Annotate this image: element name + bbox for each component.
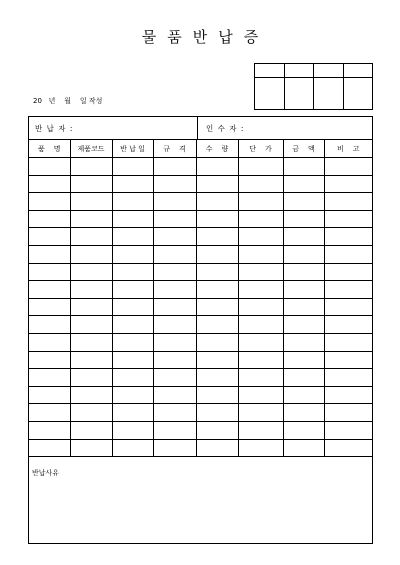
- column-header: 비 고: [324, 140, 372, 158]
- table-cell[interactable]: [324, 298, 372, 316]
- table-cell[interactable]: [153, 228, 196, 246]
- table-row: [29, 316, 372, 334]
- table-cell[interactable]: [238, 333, 283, 351]
- table-cell[interactable]: [153, 369, 196, 387]
- table-cell[interactable]: [29, 404, 70, 422]
- table-cell[interactable]: [238, 281, 283, 299]
- table-cell[interactable]: [29, 193, 70, 211]
- table-cell[interactable]: [112, 228, 153, 246]
- table-cell[interactable]: [283, 281, 324, 299]
- table-cell[interactable]: [196, 175, 238, 193]
- table-cell[interactable]: [196, 245, 238, 263]
- table-row: [29, 158, 372, 176]
- returner-cell[interactable]: [29, 117, 198, 139]
- table-cell[interactable]: [283, 193, 324, 211]
- table-row: [29, 351, 372, 369]
- table-cell[interactable]: [196, 298, 238, 316]
- column-header: 단 가: [238, 140, 283, 158]
- table-cell[interactable]: [324, 210, 372, 228]
- table-cell[interactable]: [70, 281, 112, 299]
- table-cell[interactable]: [283, 263, 324, 281]
- table-cell[interactable]: [70, 351, 112, 369]
- returner-label: 반 납 자 :: [35, 124, 74, 133]
- table-cell[interactable]: [283, 439, 324, 457]
- table-cell[interactable]: [153, 245, 196, 263]
- table-cell[interactable]: [196, 281, 238, 299]
- table-cell[interactable]: [112, 369, 153, 387]
- table-cell[interactable]: [196, 263, 238, 281]
- table-cell[interactable]: [112, 439, 153, 457]
- table-cell[interactable]: [29, 210, 70, 228]
- table-row: [29, 421, 372, 439]
- table-cell[interactable]: [153, 298, 196, 316]
- table-row: [29, 228, 372, 246]
- approval-header-cell: [343, 64, 373, 78]
- column-header: 반 납 일: [112, 140, 153, 158]
- table-cell[interactable]: [324, 421, 372, 439]
- table-cell[interactable]: [153, 210, 196, 228]
- table-cell[interactable]: [153, 316, 196, 334]
- items-body: [29, 158, 372, 457]
- table-cell[interactable]: [29, 316, 70, 334]
- column-header: 규 격: [153, 140, 196, 158]
- table-cell[interactable]: [196, 351, 238, 369]
- table-cell[interactable]: [70, 210, 112, 228]
- table-cell[interactable]: [324, 281, 372, 299]
- table-cell[interactable]: [70, 421, 112, 439]
- table-cell[interactable]: [283, 316, 324, 334]
- table-cell[interactable]: [324, 158, 372, 176]
- table-cell[interactable]: [283, 228, 324, 246]
- table-cell[interactable]: [29, 175, 70, 193]
- table-cell[interactable]: [29, 245, 70, 263]
- table-row: [29, 210, 372, 228]
- table-cell[interactable]: [238, 245, 283, 263]
- table-cell[interactable]: [324, 245, 372, 263]
- table-cell[interactable]: [238, 298, 283, 316]
- table-cell[interactable]: [29, 351, 70, 369]
- table-row: [29, 333, 372, 351]
- table-row: [29, 175, 372, 193]
- table-cell[interactable]: [196, 421, 238, 439]
- table-row: [29, 193, 372, 211]
- table-cell[interactable]: [112, 281, 153, 299]
- table-cell[interactable]: [70, 175, 112, 193]
- table-cell[interactable]: [196, 193, 238, 211]
- table-cell[interactable]: [153, 175, 196, 193]
- table-cell[interactable]: [238, 316, 283, 334]
- document-title: 물품반납증: [141, 28, 270, 46]
- approval-sign-cell[interactable]: [284, 78, 314, 110]
- table-row: [29, 263, 372, 281]
- table-cell[interactable]: [238, 158, 283, 176]
- table-cell[interactable]: [29, 263, 70, 281]
- table-cell[interactable]: [238, 193, 283, 211]
- table-cell[interactable]: [324, 263, 372, 281]
- table-cell[interactable]: [283, 369, 324, 387]
- table-cell[interactable]: [238, 228, 283, 246]
- table-cell[interactable]: [324, 404, 372, 422]
- table-cell[interactable]: [29, 439, 70, 457]
- table-cell[interactable]: [112, 193, 153, 211]
- reason-label: 반납사유: [32, 469, 60, 477]
- column-header: 수 량: [196, 140, 238, 158]
- table-cell[interactable]: [283, 158, 324, 176]
- table-cell[interactable]: [70, 404, 112, 422]
- table-cell[interactable]: [238, 369, 283, 387]
- table-cell[interactable]: [112, 158, 153, 176]
- table-cell[interactable]: [238, 439, 283, 457]
- table-cell[interactable]: [196, 158, 238, 176]
- table-cell[interactable]: [196, 369, 238, 387]
- table-cell[interactable]: [29, 421, 70, 439]
- table-cell[interactable]: [112, 404, 153, 422]
- column-header: 금 액: [283, 140, 324, 158]
- table-cell[interactable]: [112, 175, 153, 193]
- table-cell[interactable]: [112, 210, 153, 228]
- column-header: 품 명: [29, 140, 70, 158]
- table-cell[interactable]: [283, 245, 324, 263]
- table-cell[interactable]: [283, 298, 324, 316]
- table-row: [29, 439, 372, 457]
- items-table: [29, 140, 372, 457]
- table-cell[interactable]: [153, 439, 196, 457]
- table-cell[interactable]: [70, 158, 112, 176]
- date-line[interactable]: 20 년 월 일 작성: [33, 97, 103, 105]
- table-cell[interactable]: [238, 210, 283, 228]
- approval-sign-cell[interactable]: [314, 78, 344, 110]
- table-row: [29, 369, 372, 387]
- table-cell[interactable]: [112, 298, 153, 316]
- table-cell[interactable]: [112, 386, 153, 404]
- table-cell[interactable]: [283, 404, 324, 422]
- table-cell[interactable]: [324, 351, 372, 369]
- table-cell[interactable]: [70, 439, 112, 457]
- table-cell[interactable]: [324, 193, 372, 211]
- table-cell[interactable]: [112, 333, 153, 351]
- return-form: [28, 116, 373, 544]
- table-cell[interactable]: [112, 316, 153, 334]
- table-cell[interactable]: [112, 351, 153, 369]
- table-cell[interactable]: [238, 421, 283, 439]
- table-cell[interactable]: [283, 333, 324, 351]
- approval-box: [254, 63, 373, 110]
- table-cell[interactable]: [70, 386, 112, 404]
- table-cell[interactable]: [70, 316, 112, 334]
- table-cell[interactable]: [70, 193, 112, 211]
- table-row: [29, 281, 372, 299]
- table-cell[interactable]: [29, 158, 70, 176]
- table-cell[interactable]: [324, 333, 372, 351]
- table-cell[interactable]: [70, 228, 112, 246]
- table-cell[interactable]: [196, 316, 238, 334]
- approval-header-cell: [255, 64, 285, 78]
- table-cell[interactable]: [196, 333, 238, 351]
- table-cell[interactable]: [70, 298, 112, 316]
- table-cell[interactable]: [70, 333, 112, 351]
- approval-sign-cell[interactable]: [255, 78, 285, 110]
- table-cell[interactable]: [70, 369, 112, 387]
- table-cell[interactable]: [283, 175, 324, 193]
- table-row: [29, 386, 372, 404]
- table-cell[interactable]: [153, 351, 196, 369]
- table-cell[interactable]: [238, 175, 283, 193]
- column-header: 제품코드: [70, 140, 112, 158]
- table-row: [29, 404, 372, 422]
- approval-sign-cell[interactable]: [343, 78, 373, 110]
- table-cell[interactable]: [153, 158, 196, 176]
- table-cell[interactable]: [324, 369, 372, 387]
- table-cell[interactable]: [153, 421, 196, 439]
- table-cell[interactable]: [70, 263, 112, 281]
- table-cell[interactable]: [196, 228, 238, 246]
- table-cell[interactable]: [283, 210, 324, 228]
- table-cell[interactable]: [238, 386, 283, 404]
- approval-header-cell: [284, 64, 314, 78]
- table-cell[interactable]: [238, 404, 283, 422]
- items-header-row: [29, 140, 372, 158]
- table-cell[interactable]: [153, 281, 196, 299]
- table-cell[interactable]: [112, 421, 153, 439]
- table-cell[interactable]: [29, 298, 70, 316]
- table-cell[interactable]: [29, 333, 70, 351]
- table-cell[interactable]: [238, 263, 283, 281]
- table-cell[interactable]: [324, 175, 372, 193]
- table-cell[interactable]: [112, 263, 153, 281]
- table-cell[interactable]: [29, 281, 70, 299]
- table-cell[interactable]: [29, 369, 70, 387]
- table-cell[interactable]: [324, 439, 372, 457]
- table-cell[interactable]: [153, 333, 196, 351]
- table-cell[interactable]: [153, 386, 196, 404]
- receiver-label: 인 수 자 :: [206, 124, 245, 133]
- party-row: [29, 117, 372, 140]
- table-row: [29, 298, 372, 316]
- table-cell[interactable]: [283, 351, 324, 369]
- table-cell[interactable]: [324, 386, 372, 404]
- table-cell[interactable]: [196, 404, 238, 422]
- table-cell[interactable]: [324, 316, 372, 334]
- table-cell[interactable]: [153, 263, 196, 281]
- table-cell[interactable]: [196, 439, 238, 457]
- table-row: [29, 245, 372, 263]
- table-cell[interactable]: [153, 404, 196, 422]
- table-cell[interactable]: [324, 228, 372, 246]
- table-cell[interactable]: [196, 210, 238, 228]
- table-cell[interactable]: [238, 351, 283, 369]
- approval-header-cell: [314, 64, 344, 78]
- table-cell[interactable]: [283, 386, 324, 404]
- table-cell[interactable]: [112, 245, 153, 263]
- table-cell[interactable]: [29, 228, 70, 246]
- table-cell[interactable]: [153, 193, 196, 211]
- table-cell[interactable]: [29, 386, 70, 404]
- table-cell[interactable]: [70, 245, 112, 263]
- table-cell[interactable]: [283, 421, 324, 439]
- table-cell[interactable]: [196, 386, 238, 404]
